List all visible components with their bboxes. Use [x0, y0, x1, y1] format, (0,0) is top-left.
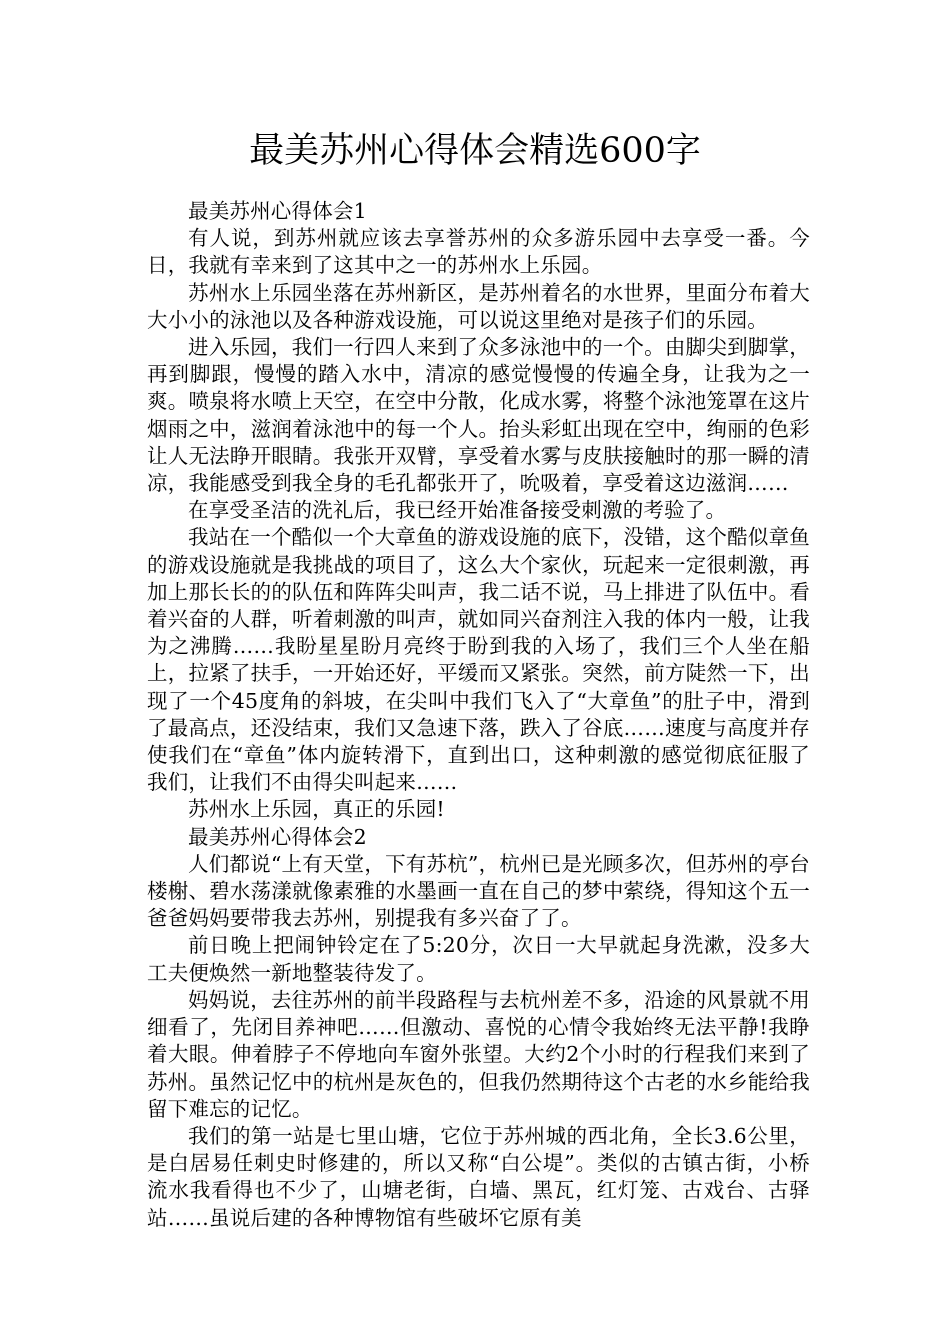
section-heading-1: 最美苏州心得体会1 [188, 199, 367, 223]
paragraph: 有人说，到苏州就应该去享誉苏州的众多游乐园中去享受一番。今日，我就有幸来到了这其中之一的苏州水上乐园。 [147, 226, 810, 278]
paragraph: 苏州水上乐园，真正的乐园! [188, 797, 445, 822]
document-body [147, 198, 810, 1232]
section-heading-2: 最美苏州心得体会2 [188, 824, 367, 849]
paragraph: 在享受圣洁的洗礼后，我已经开始准备接受刺激的考验了。 [188, 498, 727, 523]
document-title: 最美苏州心得体会精选600字 [249, 131, 701, 171]
paragraph: 苏州水上乐园坐落在苏州新区，是苏州着名的水世界，里面分布着大大小小的泳池以及各种游戏设施，可以说这里绝对是孩子们的乐园。 [147, 280, 810, 332]
paragraph: 前日晚上把闹钟铃定在了5:20分，次日一大早就起身洗漱，没多大工夫便焕然一新地整装待发了。 [147, 933, 810, 985]
paragraph: 妈妈说，去往苏州的前半段路程与去杭州差不多，沿途的风景就不用细看了，先闭目养神吧……但激动、喜悦的心情令我始终无法平静!我睁着大眼。伸着脖子不停地向车窗外张望。大约2个小时的行程我们来到了苏州。虽然记忆中的杭州是灰色的，但我仍然期待这个古老的水乡能给我留下难忘的记忆。 [147, 987, 810, 1121]
paragraph: 进入乐园，我们一行四人来到了众多泳池中的一个。由脚尖到脚掌，再到脚跟，慢慢的踏入水中，清凉的感觉慢慢的传遍全身，让我为之一爽。喷泉将水喷上天空，在空中分散，化成水雾，将整个泳池笼罩在这片烟雨之中，滋润着泳池中的每一个人。抬头彩虹出现在空中，绚丽的色彩让人无法睁开眼睛。我张开双臂，享受着水雾与皮肤接触时的那一瞬的清凉，我能感受到我全身的毛孔都张开了，吮吸着，享受着这边滋润…… [147, 335, 810, 496]
paragraph: 人们都说“上有天堂，下有苏杭”，杭州已是光顾多次，但苏州的亭台楼榭、碧水荡漾就像素雅的水墨画一直在自己的梦中萦绕，得知这个五一爸爸妈妈要带我去苏州，别提我有多兴奋了了。 [147, 851, 810, 931]
paragraph: 我站在一个酷似一个大章鱼的游戏设施的底下，没错，这个酷似章鱼的游戏设施就是我挑战的项目了，这么大个家伙，玩起来一定很刺激，再加上那长长的的队伍和阵阵尖叫声，我二话不说，马上排进了队伍中。看着兴奋的人群，听着刺激的叫声，就如同兴奋剂注入我的体内一般，让我为之沸腾……我盼星星盼月亮终于盼到我的入场了，我们三个人坐在船上，拉紧了扶手，一开始还好，平缓而又紧张。突然，前方陡然一下，出现了一个45度角的斜坡，在尖叫中我们飞入了“大章鱼”的肚子中，滑到了最高点，还没结束，我们又急速下落，跌入了谷底……速度与高度并存使我们在“章鱼”体内旋转滑下，直到出口，这种刺激的感觉彻底征服了我们，让我们不由得尖叫起来…… [147, 525, 810, 795]
paragraph: 我们的第一站是七里山塘，它位于苏州城的西北角，全长3.6公里，是白居易任刺史时修建的，所以又称“白公堤”。类似的古镇古街，小桥流水我看得也不少了，山塘老街，白墙、黑瓦，红灯笼、古戏台、古驿站……虽说后建的各种博物馆有些破坏它原有美 [147, 1123, 810, 1230]
